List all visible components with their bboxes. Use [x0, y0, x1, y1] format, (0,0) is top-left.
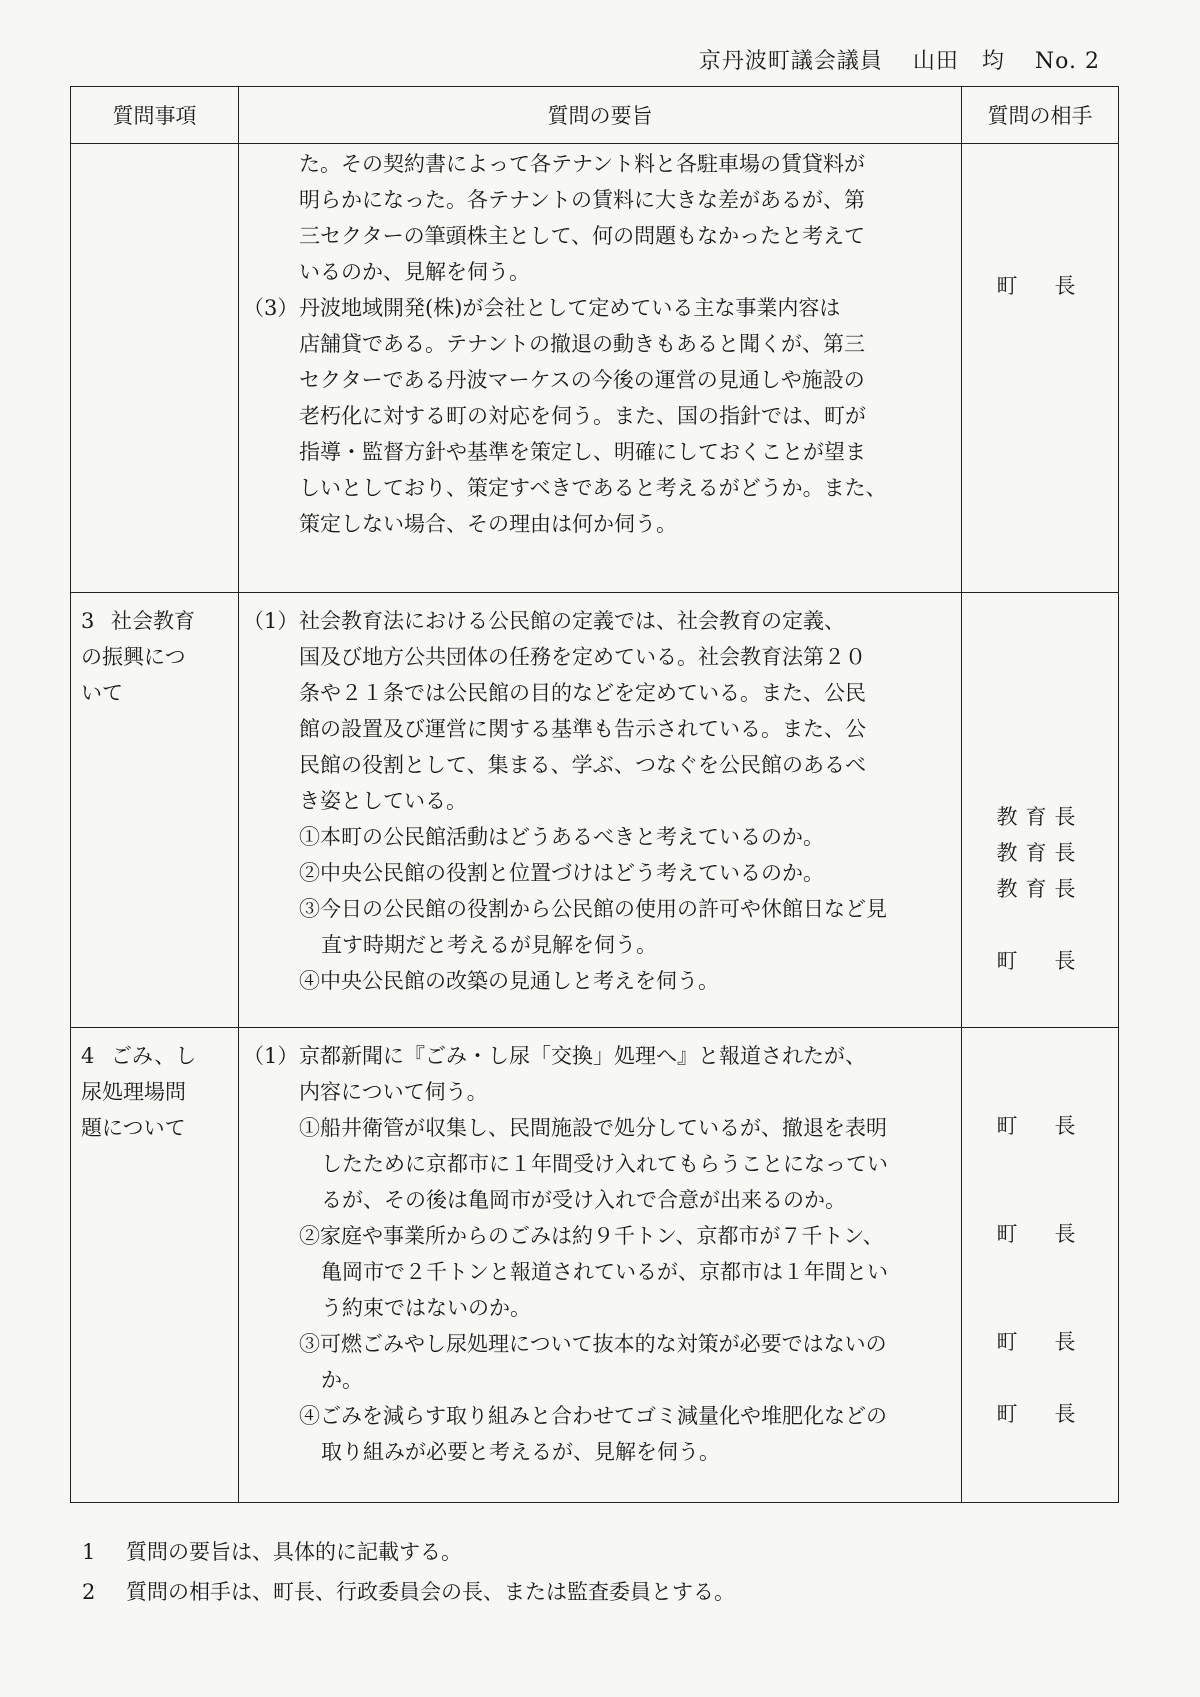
text-line: 老朽化に対する町の対応を伺う。また、国の指針では、町が [299, 404, 866, 428]
topic-text: 社会教育 [111, 609, 195, 633]
text-line: いるのか、見解を伺う。 [299, 260, 530, 284]
text-line: しいとしており、策定すべきであると考えるがどうか。また、 [299, 476, 887, 500]
item-label: （1） [243, 1044, 299, 1068]
document-header [699, 44, 1100, 75]
sub-item-cont: か。 [321, 1368, 363, 1392]
item-text: 丹波地域開発(株)が会社として定めている主な事業内容は [299, 296, 841, 320]
topic-number: 3 [81, 609, 95, 633]
sub-item-cont: 取り組みが必要と考えるが、見解を伺う。 [321, 1440, 720, 1464]
page-number: No. 2 [1034, 49, 1100, 74]
header-target: 質問の相手 [962, 87, 1119, 144]
text-line: 民館の役割として、集まる、学ぶ、つなぐを公民館のあるべ [299, 753, 866, 777]
sub-item: ①本町の公民館活動はどうあるべきと考えているのか。 [299, 825, 824, 849]
target-label: 町 長 [996, 1330, 1084, 1354]
item-text: 京都新聞に『ごみ・し尿「交換」処理へ』と報道されたが、 [299, 1044, 866, 1068]
sub-item: ④中央公民館の改築の見通しと考えを伺う。 [299, 969, 719, 993]
item-first-line [243, 603, 957, 639]
target-label: 教育長 [996, 805, 1084, 829]
target-label: 教育長 [996, 877, 1084, 901]
sub-item: ③可燃ごみやし尿処理について抜本的な対策が必要ではないの [299, 1332, 887, 1356]
text-line: 店舗貸である。テナントの撤退の動きもあると聞くが、第三 [299, 332, 865, 356]
sub-item: ②家庭や事業所からのごみは約９千トン、京都市が７千トン、 [299, 1224, 884, 1248]
topic-number: 4 [81, 1044, 95, 1068]
footnote-text: 質問の要旨は、具体的に記載する。 [126, 1540, 462, 1564]
topic-cell [71, 144, 239, 593]
table-row [71, 593, 1119, 1028]
table-row [71, 144, 1119, 593]
sub-item: ④ごみを減らす取り組みと合わせてゴミ減量化や堆肥化などの [299, 1404, 887, 1428]
target-cell [962, 144, 1119, 593]
sub-item-cont: う約束ではないのか。 [321, 1296, 531, 1320]
target-label: 町 長 [996, 274, 1084, 298]
item-first-line [243, 1038, 957, 1074]
table-row [71, 1028, 1119, 1503]
header-topic: 質問事項 [71, 87, 239, 144]
text-line: 策定しない場合、その理由は何か伺う。 [299, 512, 677, 536]
target-label: 教育長 [996, 841, 1084, 865]
topic-text: の振興につ [81, 645, 186, 669]
target-cell [962, 593, 1119, 1028]
member-name: 山田 均 [912, 49, 1005, 74]
sub-item-cont: 直す時期だと考えるが見解を伺う。 [321, 933, 657, 957]
footnote-text: 質問の相手は、町長、行政委員会の長、または監査委員とする。 [126, 1580, 735, 1604]
topic-text: 尿処理場問 [81, 1080, 186, 1104]
target-label: 町 長 [996, 1114, 1084, 1138]
item-label: （1） [243, 609, 299, 633]
target-label: 町 長 [996, 1222, 1084, 1246]
sub-item-cont: 亀岡市で２千トンと報道されているが、京都市は１年間とい [321, 1260, 888, 1284]
text-line: 内容について伺う。 [299, 1080, 488, 1104]
target-cell [962, 1028, 1119, 1503]
topic-text: いて [81, 681, 123, 705]
member-title: 京丹波町議会議員 [698, 49, 883, 74]
footnote-number: 1 [82, 1540, 96, 1564]
footnotes [82, 1532, 735, 1612]
summary-cell [239, 1028, 962, 1503]
target-label: 町 長 [996, 1402, 1084, 1426]
text-line: 館の設置及び運営に関する基準も告示されている。また、公 [299, 717, 866, 741]
item-label: （3） [243, 296, 299, 320]
item-text: 社会教育法における公民館の定義では、社会教育の定義、 [299, 609, 845, 633]
text-line: 条や２１条では公民館の目的などを定めている。また、公民 [299, 681, 866, 705]
topic-text: ごみ、し [111, 1044, 197, 1068]
text-line: 三セクターの筆頭株主として、何の問題もなかったと考えて [299, 224, 866, 248]
header-summary: 質問の要旨 [239, 87, 962, 144]
text-line: き姿としている。 [299, 789, 467, 813]
summary-cell [239, 144, 962, 593]
sub-item-cont: るが、その後は亀岡市が受け入れで合意が出来るのか。 [321, 1188, 846, 1212]
sub-item: ②中央公民館の役割と位置づけはどう考えているのか。 [299, 861, 824, 885]
topic-cell [71, 593, 239, 1028]
topic-cell [71, 1028, 239, 1503]
item-first-line [243, 290, 957, 326]
footnote [82, 1532, 735, 1572]
text-line: 明らかになった。各テナントの賃料に大きな差があるが、第 [299, 188, 865, 212]
topic-text: 題について [81, 1116, 186, 1140]
text-line: セクターである丹波マーケスの今後の運営の見通しや施設の [299, 368, 865, 392]
text-line: た。その契約書によって各テナント料と各駐車場の賃貸料が [299, 152, 865, 176]
sub-item-cont: したために京都市に１年間受け入れてもらうことになってい [321, 1152, 888, 1176]
sub-item: ③今日の公民館の役割から公民館の使用の許可や休館日など見 [299, 897, 887, 921]
text-line: 指導・監督方針や基準を策定し、明確にしておくことが望ま [299, 440, 866, 464]
footnote [82, 1572, 735, 1612]
summary-cell [239, 593, 962, 1028]
sub-item: ①船井衛管が収集し、民間施設で処分しているが、撤退を表明 [299, 1116, 887, 1140]
text-line: 国及び地方公共団体の任務を定めている。社会教育法第２０ [299, 645, 866, 669]
target-label: 町 長 [996, 949, 1084, 973]
footnote-number: 2 [82, 1580, 96, 1604]
question-table [70, 86, 1119, 1503]
